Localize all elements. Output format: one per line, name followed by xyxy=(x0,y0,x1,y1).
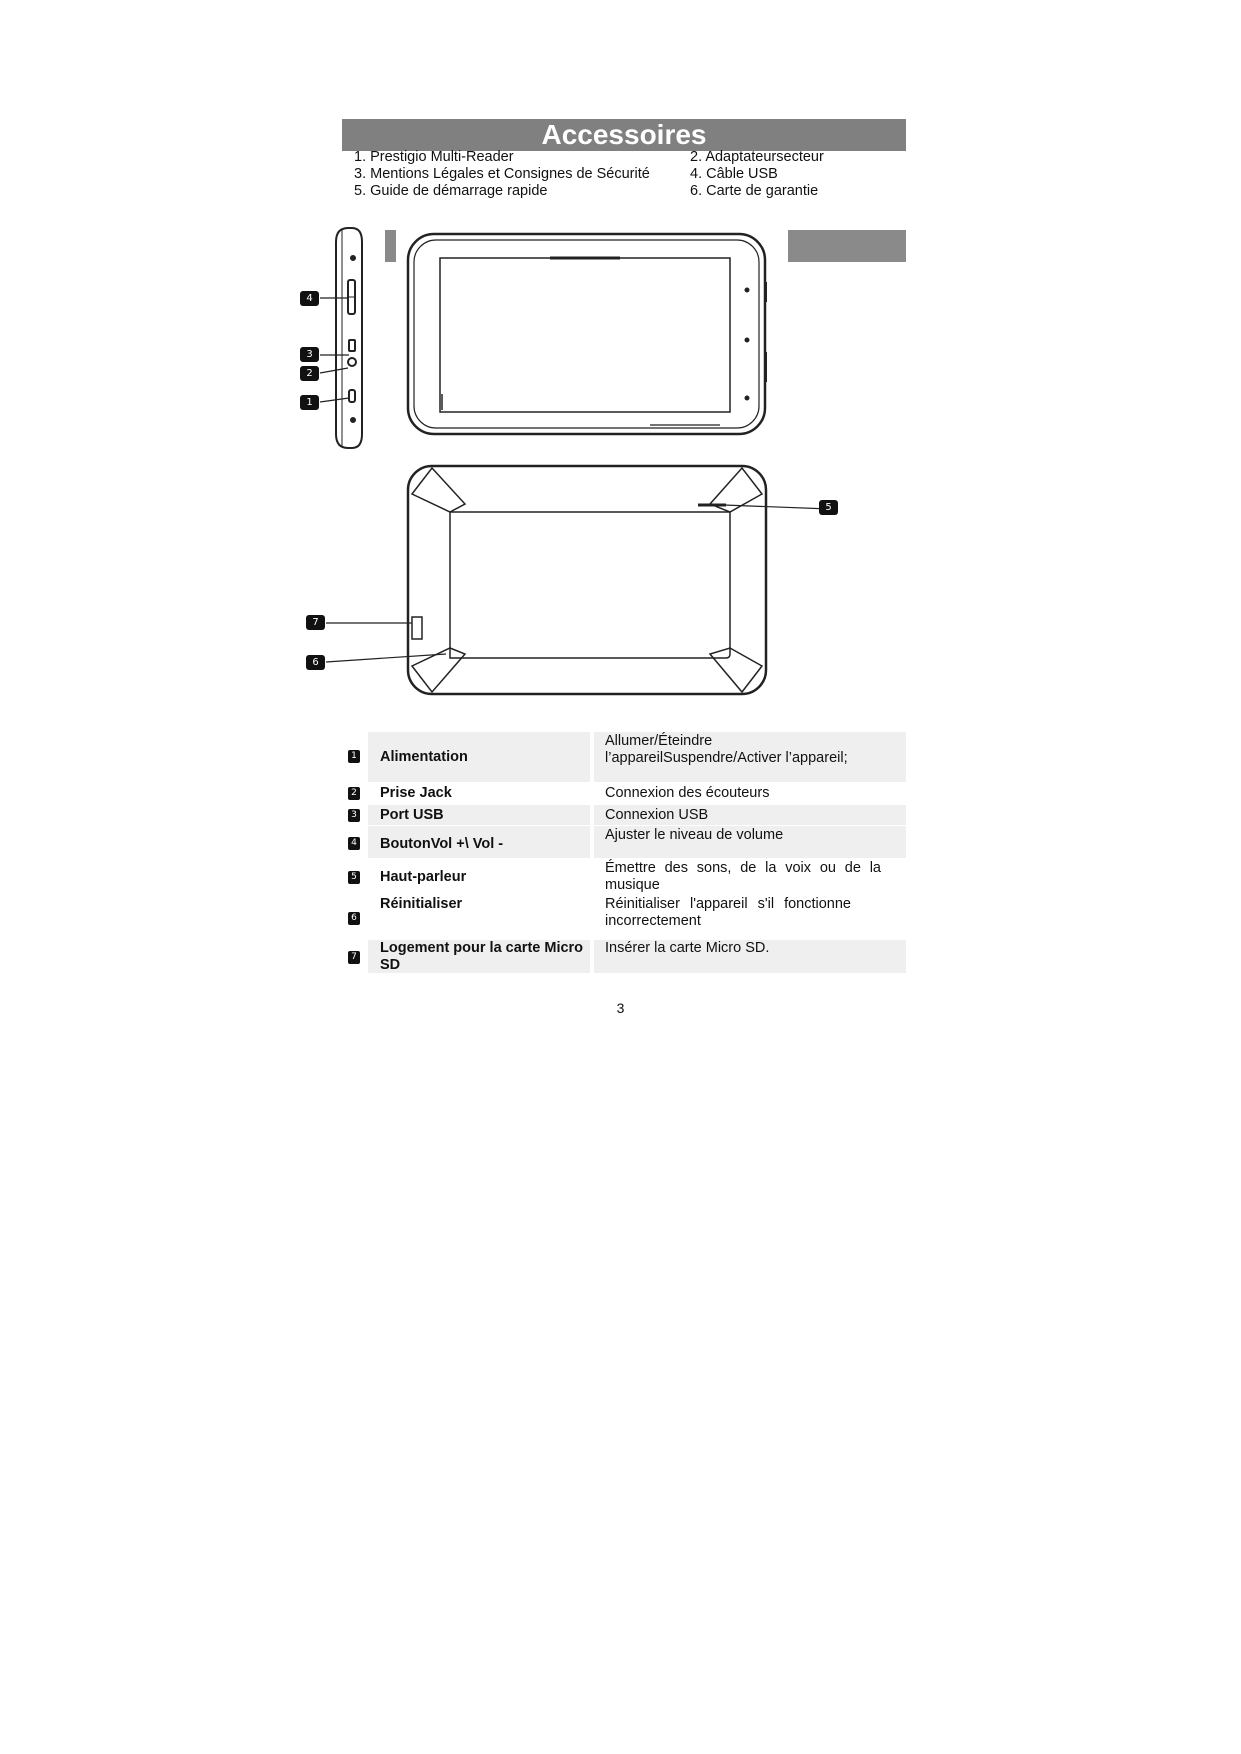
callout-badge: 7 xyxy=(306,615,325,630)
feature-description: Connexion USB xyxy=(605,807,709,823)
accessory-item: 4. Câble USB xyxy=(690,166,778,182)
accessory-item: 1. Prestigio Multi-Reader xyxy=(354,149,514,165)
feature-name: Port USB xyxy=(380,807,444,823)
feature-name: Logement pour la carte Micro SD xyxy=(380,940,584,973)
callout-badge: 5 xyxy=(819,500,838,515)
page-title: Accessoires xyxy=(342,119,906,151)
feature-description: Réinitialiser l'appareil s'il fonctionne incorrectement xyxy=(605,896,851,929)
feature-description: Émettre des sons, de la voix ou de la musique xyxy=(605,860,881,893)
callout-badge: 3 xyxy=(300,347,319,362)
tablet-illustration xyxy=(290,222,930,712)
row-number-badge: 7 xyxy=(348,951,360,964)
accessory-item: 3. Mentions Légales et Consignes de Sécurité xyxy=(354,166,650,182)
accessory-item: 5. Guide de démarrage rapide xyxy=(354,183,548,199)
callout-badge: 2 xyxy=(300,366,319,381)
callout-badge: 1 xyxy=(300,395,319,410)
feature-description: Ajuster le niveau de volume xyxy=(605,827,784,843)
feature-name: Prise Jack xyxy=(380,785,452,801)
feature-description: Connexion des écouteurs xyxy=(605,785,770,801)
row-number-badge: 1 xyxy=(348,750,360,763)
row-number-badge: 6 xyxy=(348,912,360,925)
accessory-item: 6. Carte de garantie xyxy=(690,183,819,199)
callout-badge: 4 xyxy=(300,291,319,306)
row-number-badge: 2 xyxy=(348,787,360,800)
page-number: 3 xyxy=(616,1000,625,1016)
feature-name: Alimentation xyxy=(380,749,468,765)
feature-description: Insérer la carte Micro SD. xyxy=(605,940,770,956)
row-number-badge: 3 xyxy=(348,809,360,822)
row-number-badge: 5 xyxy=(348,871,360,884)
feature-name: Réinitialiser xyxy=(380,896,463,912)
row-number-badge: 4 xyxy=(348,837,360,850)
feature-description: Allumer/Éteindre l’appareilSuspendre/Activer l’appareil; xyxy=(605,733,848,766)
feature-name: BoutonVol +\ Vol - xyxy=(380,836,504,852)
accessory-item: 2. Adaptateursecteur xyxy=(690,149,824,165)
feature-name: Haut-parleur xyxy=(380,869,467,885)
callout-badge: 6 xyxy=(306,655,325,670)
